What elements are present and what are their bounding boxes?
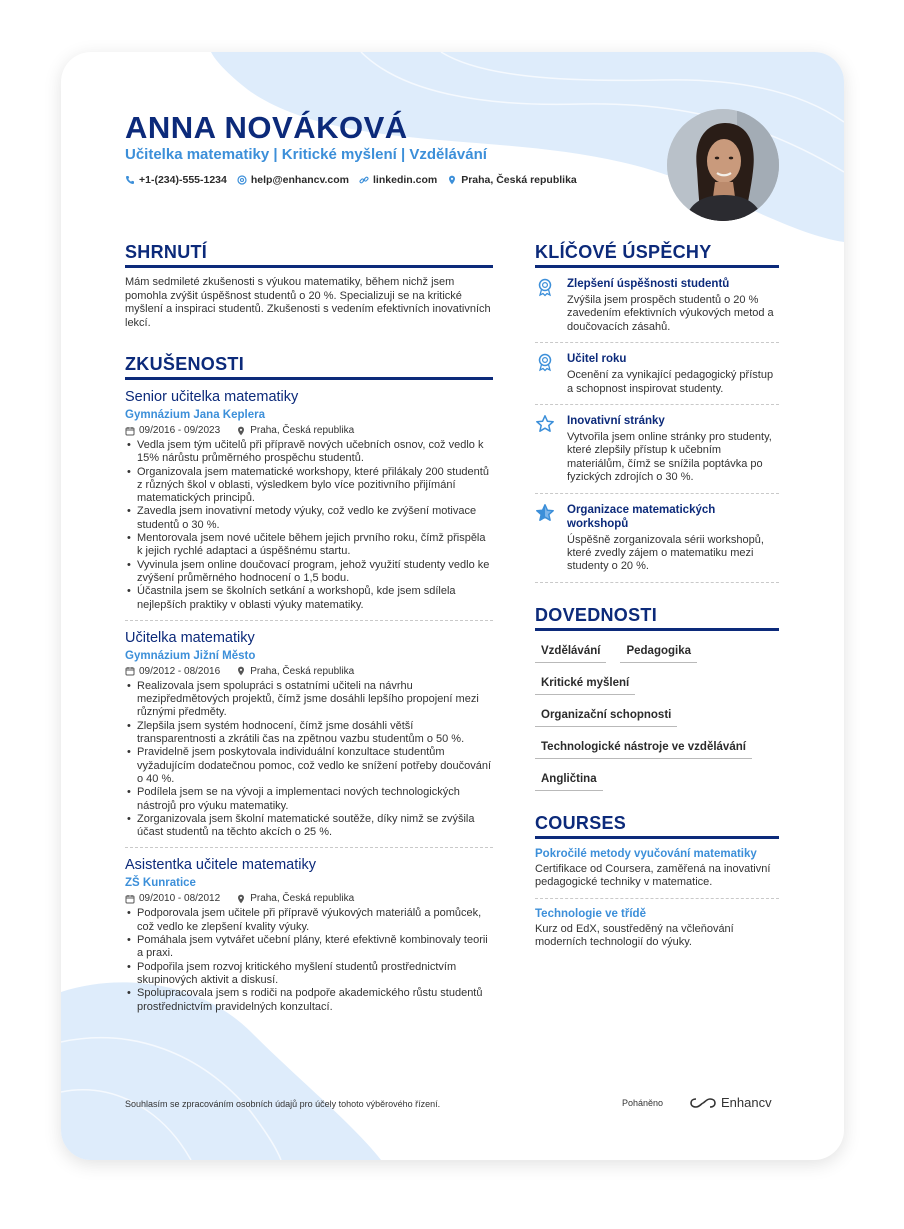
achievement-desc: Vytvořila jsem online stránky pro studenty, které zlepšily přístup k učebním materiálům, čímž se snížila poptávka po fyzických zdrojích o 30 %. <box>567 431 772 484</box>
skill-tag: Vzdělávání <box>535 641 606 663</box>
location-pin-icon <box>236 666 246 676</box>
contact-phone[interactable]: +1-(234)-555-1234 <box>125 174 227 186</box>
divider <box>535 898 779 899</box>
contact-email[interactable]: help@enhancv.com <box>237 174 349 186</box>
job-company: Gymnázium Jižní Město <box>125 649 256 662</box>
list-item: • Zorganizovala jsem školní matematické soutěže, díky nimž se zvýšila účast studentů na těchto akcích o 25 %. <box>125 813 493 840</box>
skill-tag: Pedagogika <box>620 641 697 663</box>
achievement-title: Zlepšení úspěšnosti studentů <box>567 278 730 290</box>
calendar-icon <box>125 426 135 436</box>
right-column <box>535 242 779 950</box>
achievements-heading: KLÍČOVÉ ÚSPĚCHY <box>535 242 779 268</box>
contact-bar <box>125 174 577 186</box>
consent-text: Souhlasím se zpracováním osobních údajů pro účely tohoto výběrového řízení. <box>125 1099 441 1109</box>
divider <box>125 620 493 621</box>
achievement-title: Inovativní stránky <box>567 415 665 428</box>
profile-photo <box>667 109 779 221</box>
skills-heading: DOVEDNOSTI <box>535 605 779 631</box>
achievement-title: Organizace matematických workshopů <box>567 503 716 530</box>
course-desc: Certifikace od Coursera, zaměřená na inovativní pedagogické techniky v matematice. <box>535 862 771 889</box>
location-pin-icon <box>447 175 457 185</box>
job-entry <box>125 857 493 1013</box>
skill-tag: Technologické nástroje ve vzdělávání <box>535 737 752 759</box>
star-outline-icon <box>535 414 555 434</box>
job-meta: 09/2016 - 09/2023 Praha, Česká republika <box>125 425 493 436</box>
job-entry <box>125 389 493 621</box>
job-title: Učitelka matematiky <box>125 629 255 646</box>
achievement-title: Učitel roku <box>567 353 627 366</box>
list-item: • Účastnila jsem se školních setkání a workshopů, kde jsem sdílela nejlepších praktiky v oblasti výuky matematiky. <box>125 585 493 612</box>
job-meta: 09/2010 - 08/2012 Praha, Česká republika <box>125 893 493 904</box>
job-meta: 09/2012 - 08/2016 Praha, Česká republika <box>125 666 493 677</box>
job-bullets <box>125 439 493 612</box>
location-pin-icon <box>236 894 246 904</box>
job-company: Gymnázium Jana Keplera <box>125 409 265 421</box>
contact-location: Praha, Česká republika <box>447 174 577 186</box>
list-item: • Organizovala jsem matematické workshopy, které přilákaly 200 studentů z různých škol v oblasti, výsledkem bylo více pozitivního přijímání matematických principů. <box>125 466 493 506</box>
contact-linkedin[interactable]: linkedin.com <box>359 174 437 186</box>
job-entry <box>125 630 493 849</box>
infinity-logo-icon <box>689 1096 717 1110</box>
list-item: • Vedla jsem tým učitelů při přípravě nových učebních osnov, což vedlo k 15% nárůstu průměrného prospěchu studentů. <box>125 439 493 466</box>
list-item: • Mentorovala jsem nové učitele během jejich prvního roku, čímž přispěla k jejich rychlé adaptaci a úspěšnému startu. <box>125 532 493 559</box>
achievement-desc: Zvýšila jsem prospěch studentů o 20 % zavedením efektivních výukových metod a doučovacích zásahů. <box>567 294 774 333</box>
link-icon <box>359 175 369 185</box>
job-bullets <box>125 907 493 1013</box>
skills-list <box>535 641 779 791</box>
achievement-item <box>535 494 779 583</box>
course-item <box>535 908 779 950</box>
calendar-icon <box>125 666 135 676</box>
summary-heading: SHRNUTÍ <box>125 242 493 268</box>
powered-by-label: Poháněno <box>622 1098 664 1108</box>
achievement-item <box>535 405 779 494</box>
course-title: Technologie ve třídě <box>535 907 646 920</box>
left-column <box>125 242 493 1014</box>
list-item: • Vyvinula jsem online doučovací program, jehož využití studenty vedlo ke zvýšení průměrného hodnocení o 1,5 bodu. <box>125 559 493 586</box>
list-item: • Podporovala jsem učitele při přípravě výukových materiálů a pomůcek, což vedlo ke zlepšení kvality výuky. <box>125 907 493 934</box>
at-icon <box>237 175 247 185</box>
job-company: ZŠ Kunratice <box>125 877 196 890</box>
portrait-image <box>667 109 779 221</box>
star-half-icon <box>535 503 555 523</box>
job-title: Senior učitelka matematiky <box>125 389 299 405</box>
list-item: • Zlepšila jsem systém hodnocení, čímž jsme dosáhli větší transparentnosti a zkrátili čas na zpětnou vazbu studentům o 50 %. <box>125 720 493 747</box>
resume-sheet <box>61 52 844 1160</box>
achievement-item <box>535 343 779 405</box>
summary-text: Mám sedmileté zkušenosti s výukou matematiky, během nichž jsem pomohla zvýšit úspěšnost studentů o 20 %. Specializuji se na kritické myšlení a inspiraci studentů. Zkušenosti s vedením efektivních inovativních lekcí. <box>125 276 491 329</box>
list-item: • Realizovala jsem spolupráci s ostatními učiteli na návrhu mezipředmětových projektů, čímž jsme dosáhli lepšího propojení mezi různými předměty. <box>125 680 493 720</box>
list-item: • Pomáhala jsem vytvářet učební plány, které efektivně kombinovaly teorii a praxi. <box>125 934 493 961</box>
experience-heading: ZKUŠENOSTI <box>125 354 493 380</box>
job-title: Asistentka učitele matematiky <box>125 857 316 874</box>
course-title: Pokročilé metody vyučování matematiky <box>535 847 757 860</box>
candidate-tagline: Učitelka matematiky | Kritické myšlení | Vzdělávání <box>125 146 487 163</box>
divider <box>125 847 493 848</box>
award-icon <box>535 352 555 372</box>
list-item: • Zavedla jsem inovativní metody výuky, což vedlo ke zvýšení motivace studentů o 30 %. <box>125 505 493 532</box>
skill-tag: Kritické myšlení <box>535 673 635 695</box>
skill-tag: Organizační schopnosti <box>535 705 677 727</box>
candidate-name: ANNA NOVÁKOVÁ <box>125 110 408 145</box>
achievement-desc: Úspěšně zorganizovala sérii workshopů, které zvedly zájem o matematiku mezi studenty o 20 %. <box>567 533 764 573</box>
award-icon <box>535 277 555 297</box>
course-item <box>535 848 779 899</box>
list-item: • Spolupracovala jsem s rodiči na podpoře akademického růstu studentů prostřednictvím pravidelných konzultací. <box>125 987 493 1014</box>
list-item: • Pravidelně jsem poskytovala individuální konzultace studentům vyžadujícím dodatečnou pomoc, což vedlo ke snížení potřeby doučování o 40 %. <box>125 746 493 786</box>
brand-logo[interactable]: Enhancv <box>689 1095 772 1110</box>
skill-tag: Angličtina <box>535 769 603 791</box>
courses-heading: COURSES <box>535 813 779 839</box>
list-item: • Podílela jsem se na vývoji a implementaci nových technologických nástrojů pro výuku matematiky. <box>125 786 493 813</box>
location-pin-icon <box>236 426 246 436</box>
achievement-desc: Ocenění za vynikající pedagogický přístup a schopnost inspirovat studenty. <box>567 369 774 395</box>
list-item: • Podpořila jsem rozvoj kritického myšlení studentů prostřednictvím skupinových aktivit a diskusí. <box>125 961 493 988</box>
achievement-item <box>535 268 779 343</box>
course-desc: Kurz od EdX, soustředěný na včleňování moderních technologií do výuky. <box>535 922 734 949</box>
job-bullets <box>125 680 493 840</box>
calendar-icon <box>125 894 135 904</box>
phone-icon <box>125 175 135 185</box>
